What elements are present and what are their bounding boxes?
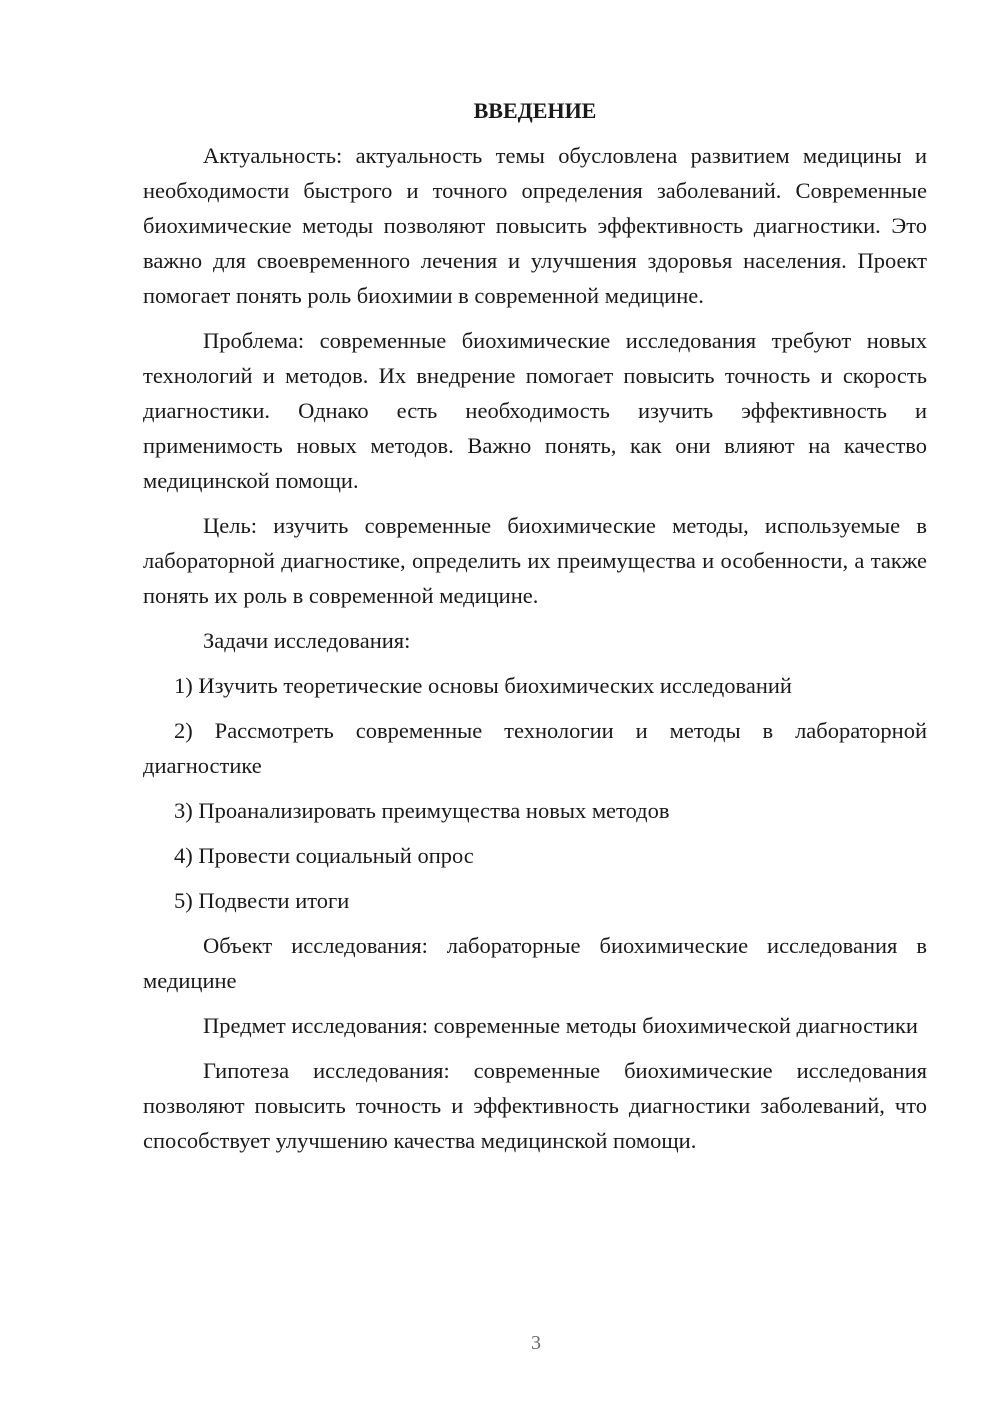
document-page bbox=[143, 96, 927, 1168]
task-item-5: 5) Подвести итоги bbox=[174, 888, 350, 913]
task-item-3: 3) Проанализировать преимущества новых методов bbox=[174, 798, 670, 823]
object-paragraph: Объект исследования: лабораторные биохимические исследования в медицине bbox=[143, 933, 927, 993]
relevance-paragraph: Актуальность: актуальность темы обусловлена развитием медицины и необходимости быстрого и точного определения заболеваний. Современные биохимические методы позволяют повысить эффективность диагностики. Это важно для своевременного лечения и улучшения здоровья населения. Проект помогает понять роль биохимии в современной медицине. bbox=[143, 143, 927, 308]
problem-paragraph: Проблема: современные биохимические исследования требуют новых технологий и методов. Их внедрение помогает повысить точность и скорость диагностики. Однако есть необходимость изучить эффективность и применимость новых методов. Важно понять, как они влияют на качество медицинской помощи. bbox=[143, 328, 927, 493]
tasks-heading: Задачи исследования: bbox=[203, 628, 411, 653]
page-number: 3 bbox=[531, 1332, 541, 1354]
subject-paragraph: Предмет исследования: современные методы биохимической диагностики bbox=[203, 1013, 918, 1038]
task-item-4: 4) Провести социальный опрос bbox=[174, 843, 474, 868]
task-item-1: 1) Изучить теоретические основы биохимических исследований bbox=[174, 673, 792, 698]
section-heading: ВВЕДЕНИЕ bbox=[473, 98, 597, 123]
task-item-2: 2) Рассмотреть современные технологии и методы в лабораторной диагностике bbox=[143, 718, 927, 778]
hypothesis-paragraph: Гипотеза исследования: современные биохимические исследования позволяют повысить точность и эффективность диагностики заболеваний, что способствует улучшению качества медицинской помощи. bbox=[143, 1058, 927, 1153]
goal-paragraph: Цель: изучить современные биохимические методы, используемые в лабораторной диагностике, определить их преимущества и особенности, а также понять их роль в современной медицине. bbox=[143, 513, 927, 608]
